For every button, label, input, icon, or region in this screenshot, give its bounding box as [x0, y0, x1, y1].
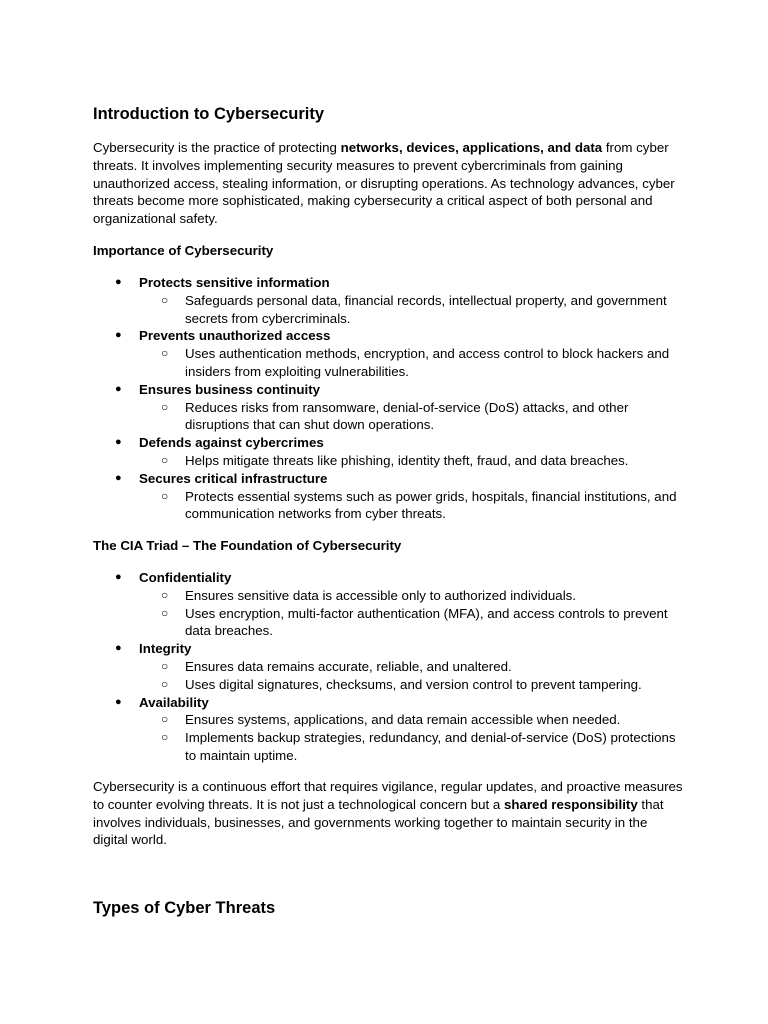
sub-list	[139, 292, 683, 328]
circle-bullet-icon: ○	[161, 452, 169, 467]
sub-list-item-text: Ensures data remains accurate, reliable, and unaltered.	[185, 658, 512, 674]
sub-list-item	[139, 587, 683, 605]
cia-list	[93, 569, 683, 765]
types-heading: Types of Cyber Threats	[93, 899, 276, 917]
bullet-icon: ●	[115, 329, 122, 342]
sub-list-item-text: Ensures sensitive data is accessible only to authorized individuals.	[185, 587, 576, 603]
importance-heading: Importance of Cybersecurity	[93, 243, 274, 258]
list-item-title: Ensures business continuity	[139, 381, 321, 397]
circle-bullet-icon: ○	[161, 292, 169, 307]
circle-bullet-icon: ○	[161, 488, 169, 503]
circle-bullet-icon: ○	[161, 712, 169, 727]
list-item	[93, 640, 683, 693]
list-item-title: Secures critical infrastructure	[139, 470, 328, 486]
circle-bullet-icon: ○	[161, 346, 169, 361]
closing-text-a: Cybersecurity is a continuous effort that requires vigilance, regular updates, and proactive measures to counter evolving threats. It is not just a technological concern but a	[93, 779, 683, 812]
bullet-icon: ●	[115, 471, 122, 484]
sub-list	[139, 658, 683, 694]
list-item-title: Prevents unauthorized access	[139, 328, 331, 344]
list-item	[93, 381, 683, 434]
cia-heading: The CIA Triad – The Foundation of Cybersecurity	[93, 538, 402, 553]
sub-list-item-text: Uses encryption, multi-factor authentication (MFA), and access controls to prevent data breaches.	[185, 605, 668, 639]
sub-list-item-text: Uses authentication methods, encryption, and access control to block hackers and insiders from exploiting vulnerabilities.	[185, 346, 670, 379]
closing-text-bold: shared responsibility	[503, 796, 638, 812]
list-item	[93, 274, 683, 327]
list-item-title: Protects sensitive information	[139, 275, 330, 290]
closing-text-b: that involves individuals, businesses, and governments working together to maintain security in the digital world.	[93, 796, 664, 848]
sub-list	[139, 488, 683, 524]
sub-list	[139, 345, 683, 381]
sub-list-item	[139, 658, 683, 676]
sub-list-item-text: Safeguards personal data, financial records, intellectual property, and government secrets from cybercriminals.	[185, 292, 667, 326]
sub-list	[139, 587, 683, 640]
bullet-icon: ●	[115, 695, 122, 708]
circle-bullet-icon: ○	[161, 605, 169, 620]
list-item	[93, 470, 683, 523]
sub-list-item	[139, 399, 683, 435]
sub-list-item	[139, 488, 683, 524]
sub-list	[139, 399, 683, 435]
sub-list-item-text: Protects essential systems such as power grids, hospitals, financial institutions, and communication networks from cyber threats.	[185, 488, 677, 522]
sub-list-item	[139, 729, 683, 765]
sub-list-item	[139, 676, 683, 694]
bullet-icon: ●	[115, 571, 122, 583]
sub-list	[139, 711, 683, 764]
bullet-icon: ●	[115, 382, 122, 395]
intro-text-bold: networks, devices, applications, and data	[340, 140, 603, 155]
list-item-title: Integrity	[139, 641, 192, 657]
sub-list-item	[139, 292, 683, 328]
sub-list-item-text: Helps mitigate threats like phishing, identity theft, fraud, and data breaches.	[185, 452, 629, 468]
intro-paragraph	[93, 139, 683, 228]
sub-list-item	[139, 711, 683, 729]
sub-list	[139, 452, 683, 470]
bullet-icon: ●	[115, 642, 122, 655]
bullet-icon: ●	[115, 436, 122, 449]
list-item	[93, 569, 683, 640]
circle-bullet-icon: ○	[161, 730, 169, 745]
intro-text-b: from cyber threats. It involves implementing security measures to prevent cybercriminals from gaining unauthorized access, stealing information, or disrupting operations. As technology advances, cyber threats become more sophisticated, making cybersecurity a critical aspect of both personal and organizational safety.	[93, 140, 675, 227]
list-item	[93, 327, 683, 380]
list-item-title: Defends against cybercrimes	[139, 435, 324, 451]
list-item	[93, 434, 683, 470]
circle-bullet-icon: ○	[161, 676, 169, 691]
intro-text-a: Cybersecurity is the practice of protecting	[93, 140, 341, 155]
circle-bullet-icon: ○	[161, 399, 169, 414]
sub-list-item	[139, 605, 683, 641]
importance-list	[93, 274, 683, 523]
list-item-title: Availability	[139, 694, 209, 710]
list-item-title: Confidentiality	[139, 570, 232, 585]
circle-bullet-icon: ○	[161, 658, 169, 673]
sub-list-item-text: Uses digital signatures, checksums, and version control to prevent tampering.	[185, 676, 642, 692]
list-item	[93, 694, 683, 765]
sub-list-item-text: Reduces risks from ransomware, denial-of-service (DoS) attacks, and other disruptions that can shut down operations.	[185, 399, 629, 433]
sub-list-item	[139, 345, 683, 381]
intro-heading: Introduction to Cybersecurity	[93, 105, 325, 123]
closing-paragraph	[93, 778, 683, 849]
sub-list-item	[139, 452, 683, 470]
bullet-icon: ●	[115, 276, 122, 288]
circle-bullet-icon: ○	[161, 587, 169, 602]
sub-list-item-text: Implements backup strategies, redundancy, and denial-of-service (DoS) protections to maintain uptime.	[185, 730, 676, 763]
sub-list-item-text: Ensures systems, applications, and data remain accessible when needed.	[185, 712, 621, 728]
